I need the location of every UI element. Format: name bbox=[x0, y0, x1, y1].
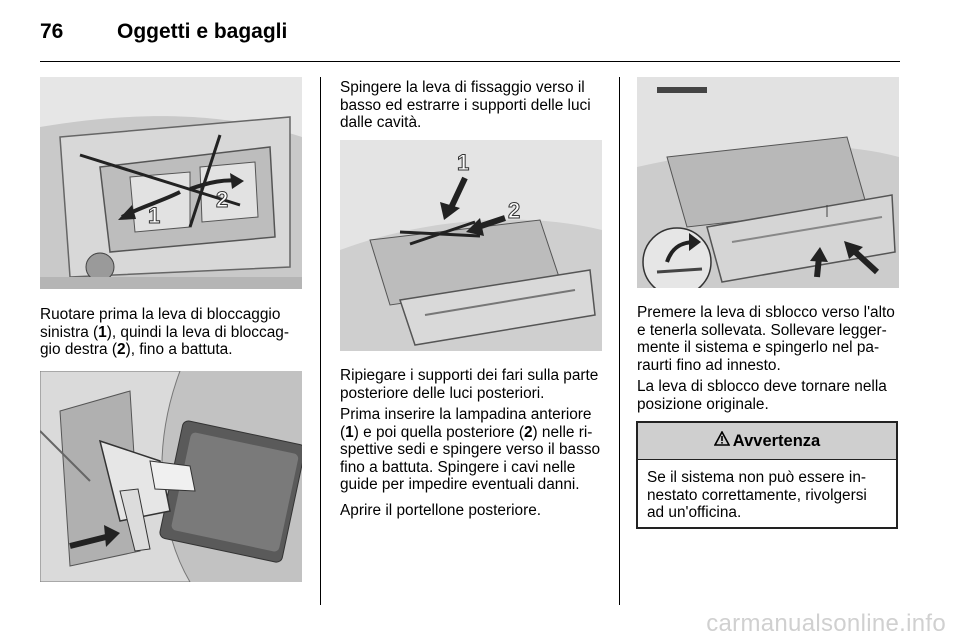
column-divider-2 bbox=[619, 77, 620, 605]
figure-callout-1: 1 bbox=[148, 203, 161, 228]
figure-lamp-holder bbox=[40, 371, 302, 582]
instruction-text: Spingere la leva di fissaggio verso il basso ed estrarre i supporti delle luci dalle cavità. bbox=[340, 79, 591, 131]
page-title: Oggetti e bagagli bbox=[117, 20, 288, 43]
instruction-text: Premere la leva di sblocco verso l'alto e tenerla sollevata. Sollevare legger-mente il sistema e spingerlo nel pa-raurti fino ad innesto. bbox=[637, 304, 895, 374]
figure-lock-levers bbox=[40, 77, 302, 289]
instruction-text: Ripiegare i supporti dei fari sulla parte posteriore delle luci posteriori. bbox=[340, 367, 599, 402]
watermark: carmanualsonline.info bbox=[706, 610, 946, 637]
warning-header bbox=[638, 423, 896, 460]
figure-callout-2: 2 bbox=[508, 198, 521, 223]
instruction-text: Prima inserire la lampadina anteriore (1) e poi quella posteriore (2) nelle ri-spettive sedi e spingere verso il basso fino a battuta. Spingere i cavi nelle guide per impedire eventuali danni. bbox=[340, 406, 601, 493]
column-divider-1 bbox=[320, 77, 321, 605]
figure-callout-1: 1 bbox=[457, 150, 470, 175]
warning-box bbox=[636, 421, 898, 529]
warning-body: Se il sistema non può essere in-nestato correttamente, rivolgersi ad un'officina. bbox=[647, 469, 867, 521]
instruction-text: La leva di sblocco deve tornare nella posizione originale. bbox=[637, 378, 887, 413]
figure-callout-2: 2 bbox=[216, 187, 229, 212]
page-number: 76 bbox=[40, 20, 64, 43]
instruction-text: Aprire il portellone posteriore. bbox=[340, 502, 542, 519]
warning-triangle-icon bbox=[714, 431, 730, 451]
figure-insert-system bbox=[637, 77, 899, 288]
header-rule bbox=[40, 61, 900, 62]
warning-title: Avvertenza bbox=[732, 431, 821, 450]
instruction-text: Ruotare prima la leva di bloccaggio sinistra (1), quindi la leva di bloccag-gio destra (2), fino a battuta. bbox=[40, 306, 289, 358]
figure-release-lever bbox=[340, 140, 602, 351]
